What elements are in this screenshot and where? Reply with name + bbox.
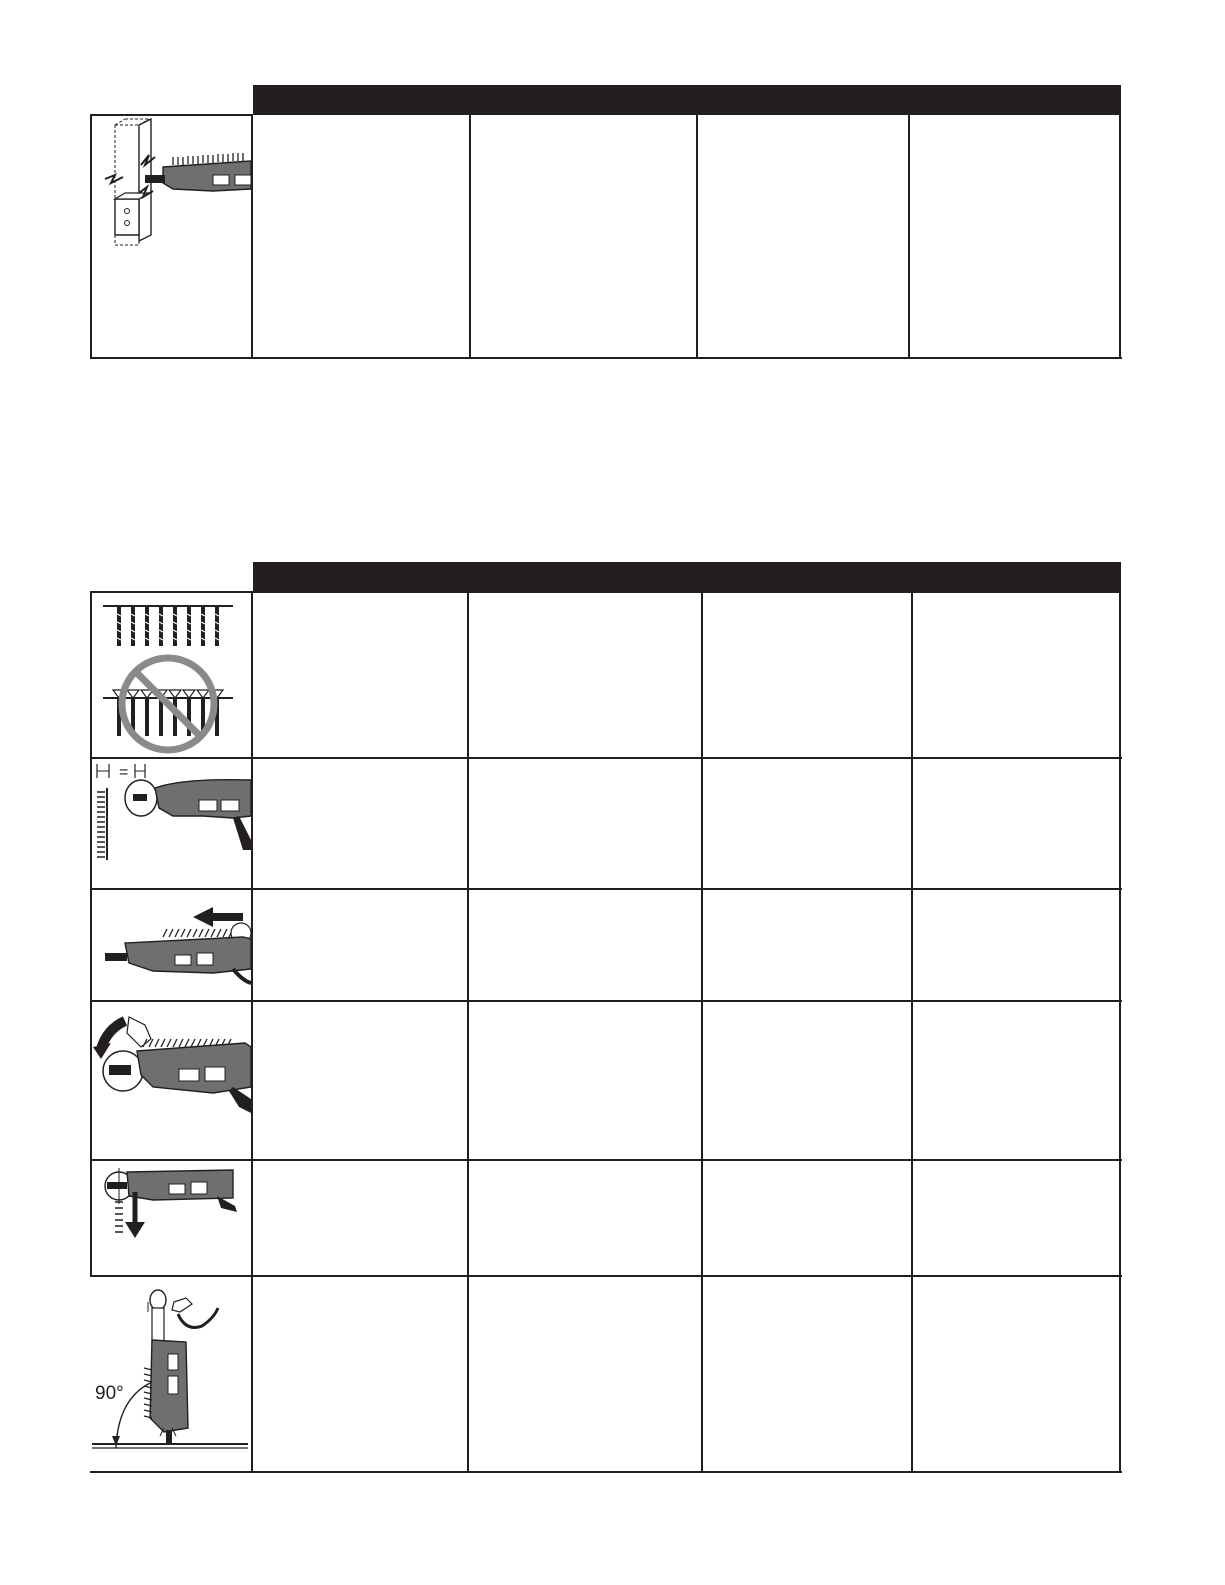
bottom-table-col-divider-2 — [467, 591, 469, 1473]
top-table-header-bar — [253, 85, 1121, 115]
bottom-table-col-divider-4 — [911, 591, 913, 1473]
bottom-table-col-divider-3 — [701, 591, 703, 1473]
top-table-col-divider-4 — [908, 114, 910, 359]
bottom-table-row-divider-3 — [90, 1000, 1122, 1002]
angle-label: 90° — [95, 1383, 124, 1404]
top-table-col-divider-2 — [469, 114, 471, 359]
bottom-table-border-right — [1119, 591, 1121, 1473]
top-table-border-left — [90, 114, 92, 359]
electrical-hazard-illustration — [93, 117, 251, 355]
bottom-table-row-divider-4 — [90, 1159, 1122, 1161]
top-table-border-right — [1119, 114, 1121, 359]
release-lever-illustration — [93, 1003, 251, 1158]
top-table-border-top — [90, 114, 253, 116]
bottom-table-row-divider-2 — [90, 888, 1122, 890]
bottom-table-border-bottom — [90, 1471, 1122, 1473]
svg-text:=: = — [119, 764, 129, 781]
bottom-table-col-divider-1 — [251, 591, 253, 1473]
top-table-col-divider-1 — [251, 114, 253, 359]
bottom-table-border-left — [90, 591, 92, 1277]
bottom-table-row-divider-5 — [90, 1275, 1122, 1277]
bottom-table-header-bar — [253, 562, 1121, 593]
remove-strip-illustration — [93, 1162, 251, 1274]
perpendicular-driving-illustration — [90, 1278, 251, 1470]
bottom-table-border-top — [90, 591, 253, 593]
bottom-table-row-divider-1 — [90, 757, 1122, 759]
screw-strip-orientation-illustration — [93, 594, 251, 756]
slide-strip-in-illustration — [93, 891, 251, 999]
top-table-border-bottom — [90, 357, 1122, 359]
top-table-col-divider-3 — [696, 114, 698, 359]
screw-length-gauge-illustration — [93, 760, 251, 887]
